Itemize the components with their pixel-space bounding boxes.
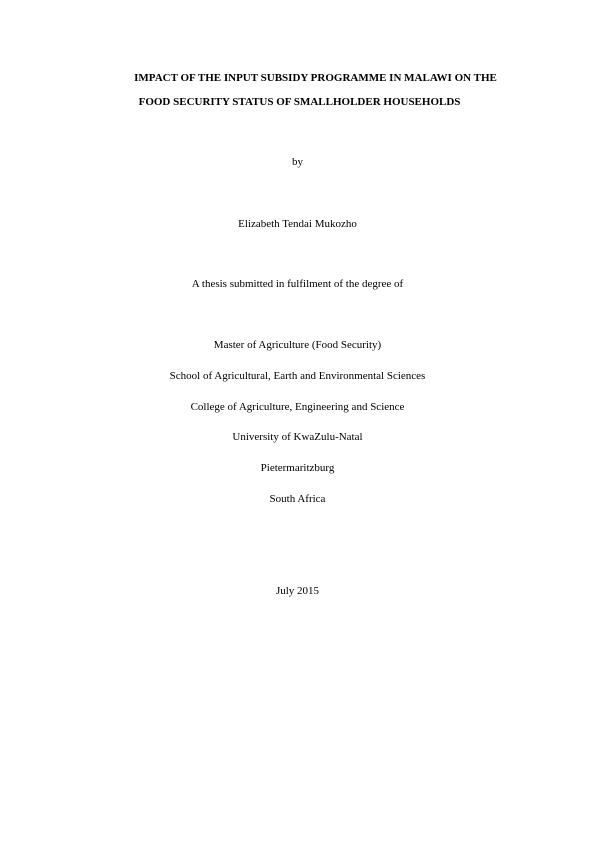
by-label: by xyxy=(292,156,303,168)
degree-name: Master of Agriculture (Food Security) xyxy=(213,339,382,351)
author-name: Elizabeth Tendai Mukozho xyxy=(238,218,357,230)
thesis-title-line-1: IMPACT OF THE INPUT SUBSIDY PROGRAMME IN MALAWI ON THE xyxy=(134,72,497,84)
submission-date: July 2015 xyxy=(275,585,320,597)
city-name: Pietermaritzburg xyxy=(260,462,335,474)
school-name: School of Agricultural, Earth and Environmental Sciences xyxy=(169,370,426,382)
country-name: South Africa xyxy=(269,493,326,505)
submission-statement: A thesis submitted in fulfilment of the degree of xyxy=(191,278,404,290)
university-name: University of KwaZulu-Natal xyxy=(232,431,363,443)
thesis-title-line-2: FOOD SECURITY STATUS OF SMALLHOLDER HOUSEHOLDS xyxy=(138,96,461,108)
college-name: College of Agriculture, Engineering and Science xyxy=(190,401,405,413)
